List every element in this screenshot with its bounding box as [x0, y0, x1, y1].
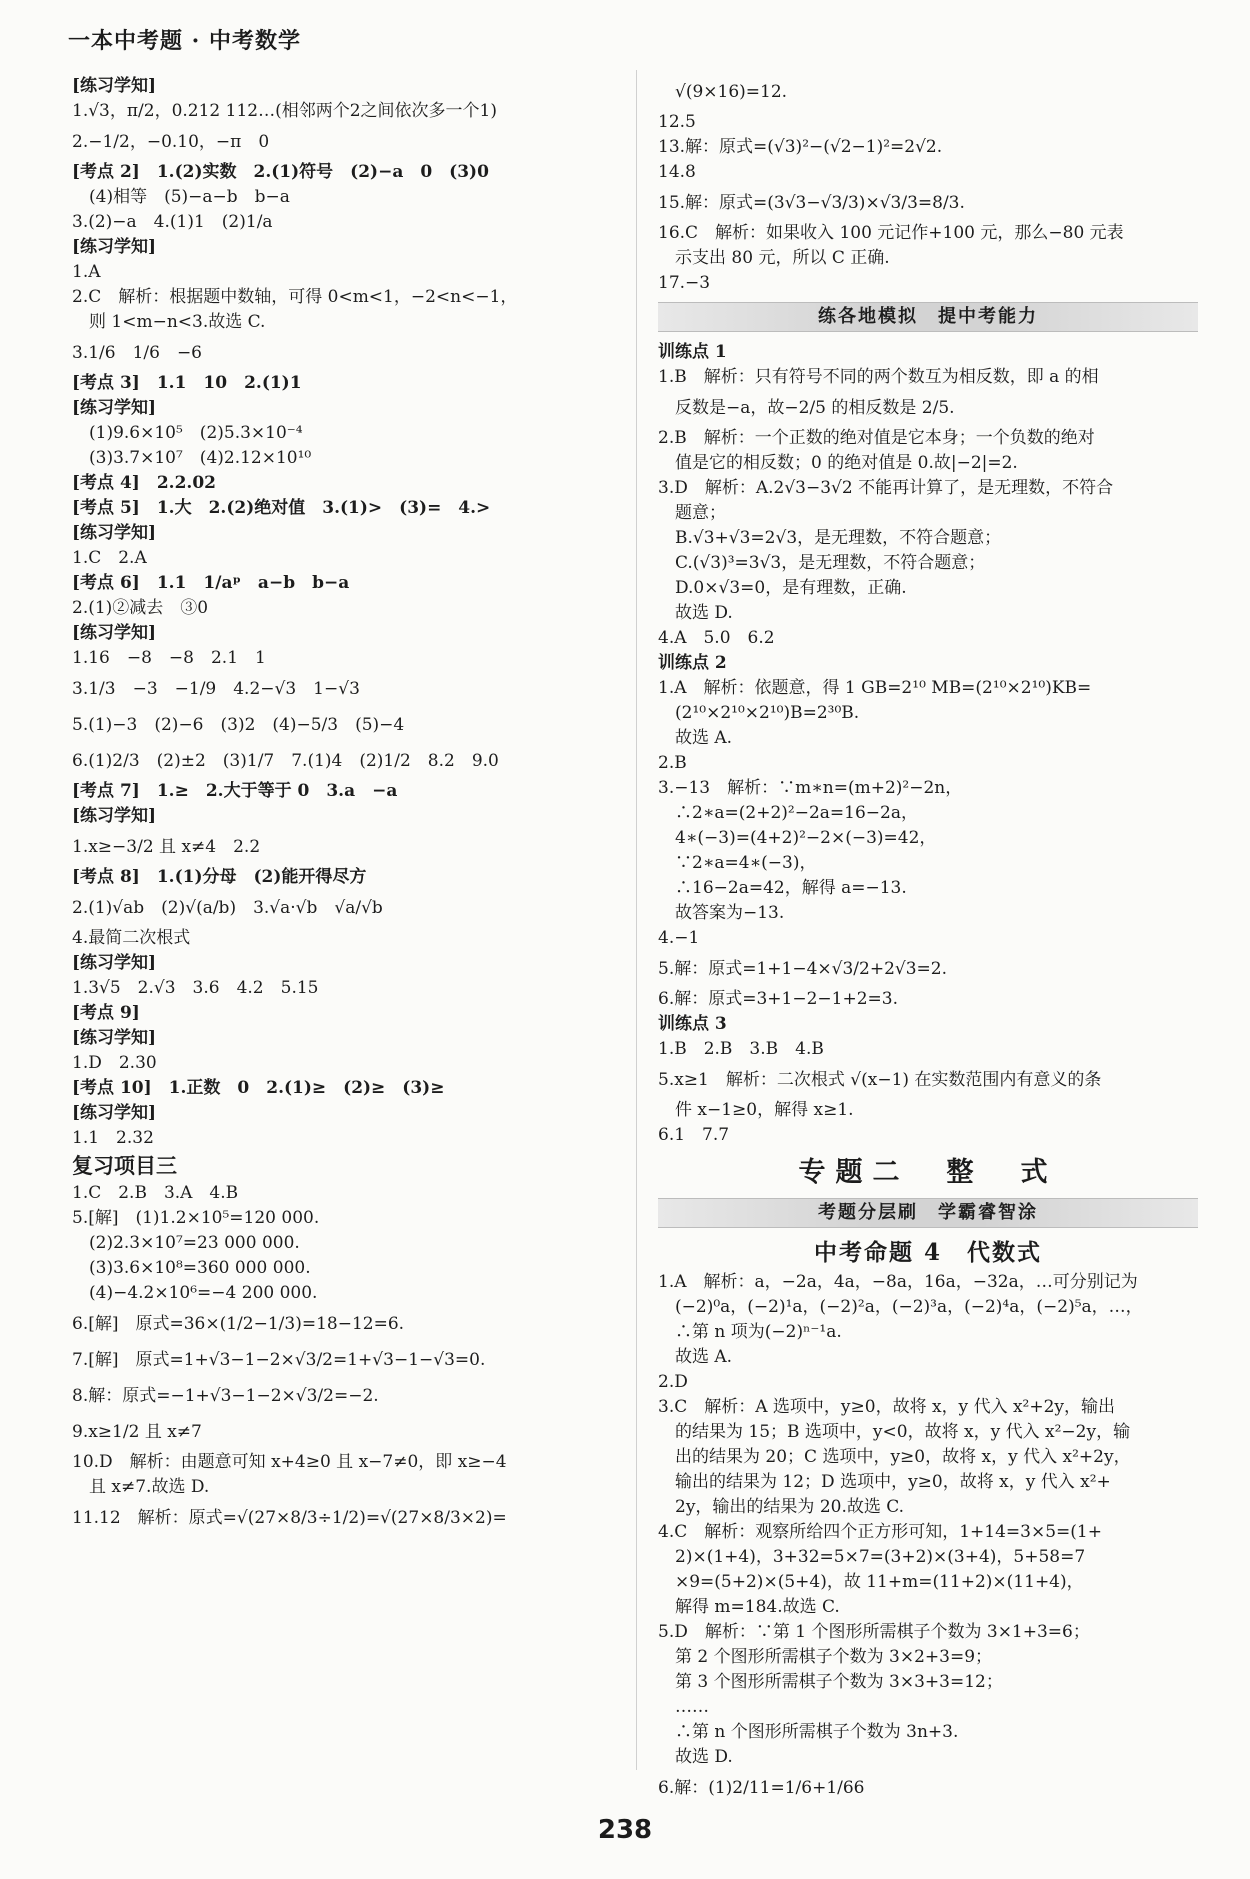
answer-line: 2.C 解析：根据题中数轴，可得 0<m<1，−2<n<−1， [72, 287, 518, 307]
answer-line: [练习学知] [72, 237, 157, 257]
running-header: 一本中考题 · 中考数学 [68, 28, 301, 54]
answer-line: [考点 6] 1.1 1/aᵖ a−b b−a [72, 573, 350, 593]
practice-banner: 练各地模拟 提中考能力 [658, 302, 1198, 332]
answer-line: 6.[解] 原式=36×(1/2−1/3)=18−12=6. [72, 1314, 405, 1334]
answer-line: ∵2∗a=4∗(−3)， [658, 853, 817, 873]
answer-line: 1.D 2.30 [72, 1053, 157, 1073]
answer-line: 1.C 2.B 3.A 4.B [72, 1183, 239, 1203]
answer-line: 2.(1)√ab (2)√(a/b) 3.√a·√b √a/√b [72, 898, 383, 918]
answer-line: ×9=(5+2)×(5+4)，故 11+m=(11+2)×(11+4)， [658, 1572, 1084, 1592]
answer-line: 4.−1 [658, 928, 700, 948]
answer-line: [考点 2] 1.(2)实数 2.(1)符号 (2)−a 0 (3)0 [72, 162, 489, 182]
answer-line: 12.5 [658, 112, 696, 132]
answer-line: 7.[解] 原式=1+√3−1−2×√3/2=1+√3−1−√3=0. [72, 1350, 486, 1370]
answer-line: 5.(1)−3 (2)−6 (3)2 (4)−5/3 (5)−4 [72, 715, 405, 735]
answer-line: 示支出 80 元，所以 C 正确. [658, 248, 890, 268]
answer-line: B.√3+√3=2√3，是无理数，不符合题意； [658, 528, 1002, 548]
answer-line: 1.B 2.B 3.B 4.B [658, 1039, 824, 1059]
answer-line: 2.(1)②减去 ③0 [72, 598, 209, 618]
answer-line: 故选 A. [658, 1347, 733, 1367]
answer-line: √(9×16)=12. [658, 82, 788, 102]
answer-line: 4.A 5.0 6.2 [658, 628, 775, 648]
answer-line: C.(√3)³=3√3，是无理数，不符合题意； [658, 553, 986, 573]
answer-line: 1.1 2.32 [72, 1128, 154, 1148]
answer-line: 5.[解] (1)1.2×10⁵=120 000. [72, 1208, 320, 1228]
answer-line: [练习学知] [72, 1028, 157, 1048]
answer-line: 13.解：原式=(√3)²−(√2−1)²=2√2. [658, 137, 943, 157]
answer-line: 6.解：(1)2/11=1/6+1/66 [658, 1778, 865, 1798]
answer-line: 反数是−a，故−2/5 的相反数是 2/5. [658, 398, 955, 418]
answer-line: 2.D [658, 1372, 688, 1392]
answer-line: 题意； [658, 503, 726, 523]
page-number: 238 [597, 1815, 653, 1845]
answer-line: 2.B 解析：一个正数的绝对值是它本身；一个负数的绝对 [658, 428, 1095, 448]
answer-line: (−2)⁰a，(−2)¹a，(−2)²a，(−2)³a，(−2)⁴a，(−2)⁵a，…， [658, 1297, 1143, 1317]
answer-line: 2.B [658, 753, 687, 773]
answer-line: ∴16−2a=42，解得 a=−13. [658, 878, 907, 898]
answer-line: 6.(1)2/3 (2)±2 (3)1/7 7.(1)4 (2)1/2 8.2 9.0 [72, 751, 499, 771]
answer-line: 9.x≥1/2 且 x≠7 [72, 1422, 202, 1442]
answer-line: 15.解：原式=(3√3−√3/3)×√3/3=8/3. [658, 193, 965, 213]
answer-line: (3)3.7×10⁷ (4)2.12×10¹⁰ [72, 448, 312, 468]
answer-line: 训练点 3 [658, 1014, 727, 1034]
answer-line: 1.B 解析：只有符号不同的两个数互为相反数，即 a 的相 [658, 367, 1099, 387]
answer-line: 8.解：原式=−1+√3−1−2×√3/2=−2. [72, 1386, 379, 1406]
answer-line: 3.C 解析：A 选项中，y≥0，故将 x，y 代入 x²+2y，输出 [658, 1397, 1116, 1417]
answer-line: 4.最简二次根式 [72, 928, 191, 948]
answer-line: 14.8 [658, 162, 696, 182]
answer-line: 17.−3 [658, 273, 711, 293]
answer-line: 1.x≥−3/2 且 x≠4 2.2 [72, 837, 261, 857]
answer-line: 10.D 解析：由题意可知 x+4≥0 且 x−7≠0，即 x≥−4 [72, 1452, 507, 1472]
answer-line: 5.D 解析：∵第 1 个图形所需棋子个数为 3×1+3=6； [658, 1622, 1090, 1642]
answer-line: 第 2 个图形所需棋子个数为 3×2+3=9； [658, 1647, 993, 1667]
answer-line: 故选 D. [658, 603, 733, 623]
answer-line: 解得 m=184.故选 C. [658, 1597, 840, 1617]
answer-line: 5.x≥1 解析：二次根式 √(x−1) 在实数范围内有意义的条 [658, 1070, 1102, 1090]
answer-line: [练习学知] [72, 953, 157, 973]
answer-line: 件 x−1≥0，解得 x≥1. [658, 1100, 854, 1120]
layered-banner: 考题分层刷 学霸睿智涂 [658, 1198, 1198, 1228]
answer-line: [考点 7] 1.≥ 2.大于等于 0 3.a −a [72, 781, 398, 801]
topic-title: 专题二 整 式 [798, 1157, 1058, 1188]
answer-line: 16.C 解析：如果收入 100 元记作+100 元，那么−80 元表 [658, 223, 1124, 243]
left-column [72, 74, 617, 1536]
answer-line: 第 3 个图形所需棋子个数为 3×3+3=12； [658, 1672, 1003, 1692]
answer-line: 2)×(1+4)，3+32=5×7=(3+2)×(3+4)，5+58=7 [658, 1547, 1086, 1567]
answer-line: [考点 4] 2.2.02 [72, 473, 216, 493]
answer-line: (1)9.6×10⁵ (2)5.3×10⁻⁴ [72, 423, 303, 443]
right-column [658, 74, 1198, 1806]
answer-line: [考点 8] 1.(1)分母 (2)能开得尽方 [72, 867, 367, 887]
answer-line: 1.A [72, 262, 101, 282]
answer-line: 1.C 2.A [72, 548, 147, 568]
answer-line: 故选 D. [658, 1747, 733, 1767]
answer-line: …… [658, 1697, 709, 1717]
answer-line: 故选 A. [658, 728, 733, 748]
answer-line: 输出的结果为 12；D 选项中，y≥0，故将 x，y 代入 x²+ [658, 1472, 1111, 1492]
answer-line: 出的结果为 20；C 选项中，y≥0，故将 x，y 代入 x²+2y， [658, 1447, 1131, 1467]
answer-line: ∴2∗a=(2+2)²−2a=16−2a， [658, 803, 918, 823]
answer-line: (2)2.3×10⁷=23 000 000. [72, 1233, 300, 1253]
answer-line: 故答案为−13. [658, 903, 785, 923]
answer-line: [考点 3] 1.1 10 2.(1)1 [72, 373, 302, 393]
answer-line: 1.A 解析：依题意，得 1 GB=2¹⁰ MB=(2¹⁰×2¹⁰)KB= [658, 678, 1092, 698]
answer-line: 3.1/3 −3 −1/9 4.2−√3 1−√3 [72, 679, 360, 699]
answer-line: 3.−13 解析：∵m∗n=(m+2)²−2n， [658, 778, 963, 798]
answer-line: 则 1<m−n<3.故选 C. [72, 312, 266, 332]
answer-line: [练习学知] [72, 623, 157, 643]
answer-line: 4.C 解析：观察所给四个正方形可知，1+14=3×5=(1+ [658, 1522, 1102, 1542]
answer-line: 值是它的相反数；0 的绝对值是 0.故|−2|=2. [658, 453, 1018, 473]
answer-line: ∴第 n 项为(−2)ⁿ⁻¹a. [658, 1322, 842, 1342]
answer-line: 3.(2)−a 4.(1)1 (2)1/a [72, 212, 273, 232]
answer-line: 训练点 1 [658, 342, 727, 362]
answer-line: [考点 5] 1.大 2.(2)绝对值 3.(1)> (3)= 4.> [72, 498, 491, 518]
answer-line: [练习学知] [72, 806, 157, 826]
answer-line: 2y，输出的结果为 20.故选 C. [658, 1497, 905, 1517]
answer-line: ∴第 n 个图形所需棋子个数为 3n+3. [658, 1722, 959, 1742]
answer-line: (3)3.6×10⁸=360 000 000. [72, 1258, 311, 1278]
answer-line: 2.−1/2，−0.10，−π 0 [72, 132, 270, 152]
answer-line: D.0×√3=0，是有理数，正确. [658, 578, 907, 598]
answer-line: 1.√3，π/2，0.212 112…(相邻两个2之间依次多一个1) [72, 101, 497, 121]
answer-line: [练习学知] [72, 76, 157, 96]
answer-line: 1.3√5 2.√3 3.6 4.2 5.15 [72, 978, 319, 998]
answer-line: 5.解：原式=1+1−4×√3/2+2√3=2. [658, 959, 948, 979]
subtopic-title: 中考命题 4 代数式 [813, 1239, 1042, 1266]
answer-line: 且 x≠7.故选 D. [72, 1477, 210, 1497]
answer-line: [练习学知] [72, 523, 157, 543]
answer-line: 复习项目三 [72, 1153, 177, 1178]
answer-line: 1.A 解析：a，−2a，4a，−8a，16a，−32a，…可分别记为 [658, 1272, 1138, 1292]
answer-line: 4∗(−3)=(4+2)²−2×(−3)=42， [658, 828, 937, 848]
answer-line: [考点 10] 1.正数 0 2.(1)≥ (2)≥ (3)≥ [72, 1078, 445, 1098]
answer-line: 3.D 解析：A.2√3−3√2 不能再计算了，是无理数，不符合 [658, 478, 1114, 498]
answer-line: (4)相等 (5)−a−b b−a [72, 187, 290, 207]
answer-line: [考点 9] [72, 1003, 140, 1023]
answer-line: 6.1 7.7 [658, 1125, 730, 1145]
column-divider [636, 70, 637, 1770]
answer-line: 3.1/6 1/6 −6 [72, 343, 202, 363]
answer-line: 的结果为 15；B 选项中，y<0，故将 x，y 代入 x²−2y，输 [658, 1422, 1131, 1442]
answer-line: (2¹⁰×2¹⁰×2¹⁰)B=2³⁰B. [658, 703, 860, 723]
answer-line: [练习学知] [72, 1103, 157, 1123]
answer-line: 11.12 解析：原式=√(27×8/3÷1/2)=√(27×8/3×2)= [72, 1508, 507, 1528]
answer-line: 1.16 −8 −8 2.1 1 [72, 648, 266, 668]
answer-line: [练习学知] [72, 398, 157, 418]
answer-line: 训练点 2 [658, 653, 727, 673]
answer-line: (4)−4.2×10⁶=−4 200 000. [72, 1283, 318, 1303]
answer-line: 6.解：原式=3+1−2−1+2=3. [658, 989, 898, 1009]
